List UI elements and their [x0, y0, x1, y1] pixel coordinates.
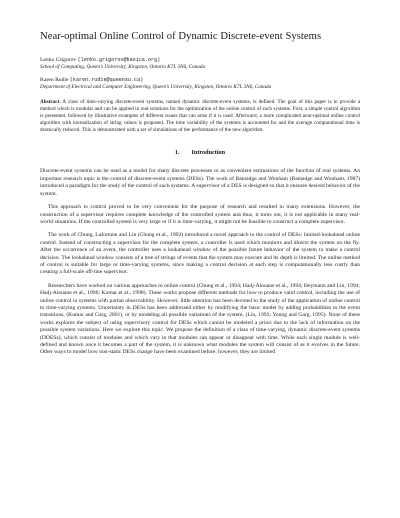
author-line — [40, 77, 360, 84]
body-paragraph: Discrete-event systems can be used as a model for many discrete processes or as convenient estimations of the function of real systems. An important research topic is the control of discrete-event systems (DESs). The work of Ramadge and Wonham (Ramadge and Wonham, 1987) introduced a paradigm for the study of the control of such systems. A supervisor of a DES is designed so that it ensures desired behavior of the system. — [40, 168, 360, 197]
author-name: Lenko Grigorov — [40, 57, 77, 63]
section-number: 1. — [174, 149, 180, 157]
abstract-text: A class of time-varying discrete-event systems, named dynamic discrete-event systems, is defined. The goal of this paper is to provide a method which is modular and can be applied in real solutions for the optimization of the online control of such systems. First, a simple control algorithm is presented, followed by illustrative examples of different issues that can arise if it is used. Afterward, a more complicated near-optimal online control algorithm with normalization of string values is proposed. The time variability of the systems is accounted for and the average computational time is drastically reduced. This is demonstrated with a set of simulations of the performance of the new algorithm. — [40, 99, 360, 134]
abstract — [40, 99, 360, 134]
author-line — [40, 57, 360, 64]
paper-title: Near-optimal Online Control of Dynamic Discrete-event Systems — [40, 31, 322, 42]
body-paragraph: The work of Chung, Lafortune and Lin (Chung et al., 1992) introduced a novel approach to the control of DESs: limited-lookahead online control. Instead of constructing a supervisor for the complete system, a controller is used which monitors and directs the system on the fly. After the occurrence of an event, the controller uses a lookahead window of the possible future behavior of the system to make a control decision. The lookahead window consists of a tree of strings of events that the system may execute and its depth is limited. The online method of control is suitable for large or time-varying systems, since making a control decision at each step is computationally less costly than creating a full-scale off-line supervisor. — [40, 232, 360, 276]
abstract-label: Abstract. — [40, 99, 61, 105]
author-email: (karen.rudie@queensu.ca) — [69, 77, 144, 83]
body-paragraph: Researchers have worked on various approaches to online control (Chung et al., 1994; Hadj-Alouane et al., 1994; Heymann and Lin, 1994; Hadj-Alouane et al., 1996; Kumar et al., 1998). These works propose different methods for how to produce valid control, including the use of online control in systems with partial observability. However, little attention has been devoted to the study of the application of online control to time-varying systems. Uncertainty in DESs has been addressed either by modifying the basic model by adding probabilities to the event transitions, (Kumar and Garg, 2001), or by modeling all possible variations of the system, (Lin, 1993; Young and Garg, 1995). None of these works explores the subject of using supervisory control for DESs which cannot be modeled a priori due to the lack of information on the possible system variations. Here we explore this topic. We propose the definition of a class of time-varying, dynamic discrete-event systems (DDESs), which consist of modules and which vary in that modules can appear or disappear with time. While each single module is well-defined and known once it becomes a part of the system, it is unknown what modules the system will consist of as it evolves in the future. Other ways to model how non-static DESs change have been examined before, however, they are limited — [40, 282, 360, 356]
author-block-1 — [40, 57, 360, 71]
section-heading — [40, 149, 360, 156]
author-name: Karen Rudie — [40, 77, 69, 83]
section-title: Introduction — [191, 149, 226, 157]
author-block-2 — [40, 77, 360, 91]
author-affiliation: School of Computing, Queen’s University, Kingston, Ontario K7L 3N6, Canada — [40, 64, 206, 70]
body-paragraph: This approach to control proved to be very convenient for the purpose of research and resulted in many extensions. However, the construction of a supervisor requires complete knowledge of the controlled system and thus, it turns out, it is not applicable in many real-world situations. If the controlled system is very large or if it is time-varying, it might not be feasible to construct a complete supervisor. — [40, 204, 360, 225]
author-affiliation: Department of Electrical and Computer Engineering, Queen’s University, Kingston, Ontario K7L 3N6, Canada — [40, 84, 272, 90]
author-email: (lenko.grigorov@banica.org) — [77, 57, 161, 63]
section-body — [40, 168, 360, 356]
